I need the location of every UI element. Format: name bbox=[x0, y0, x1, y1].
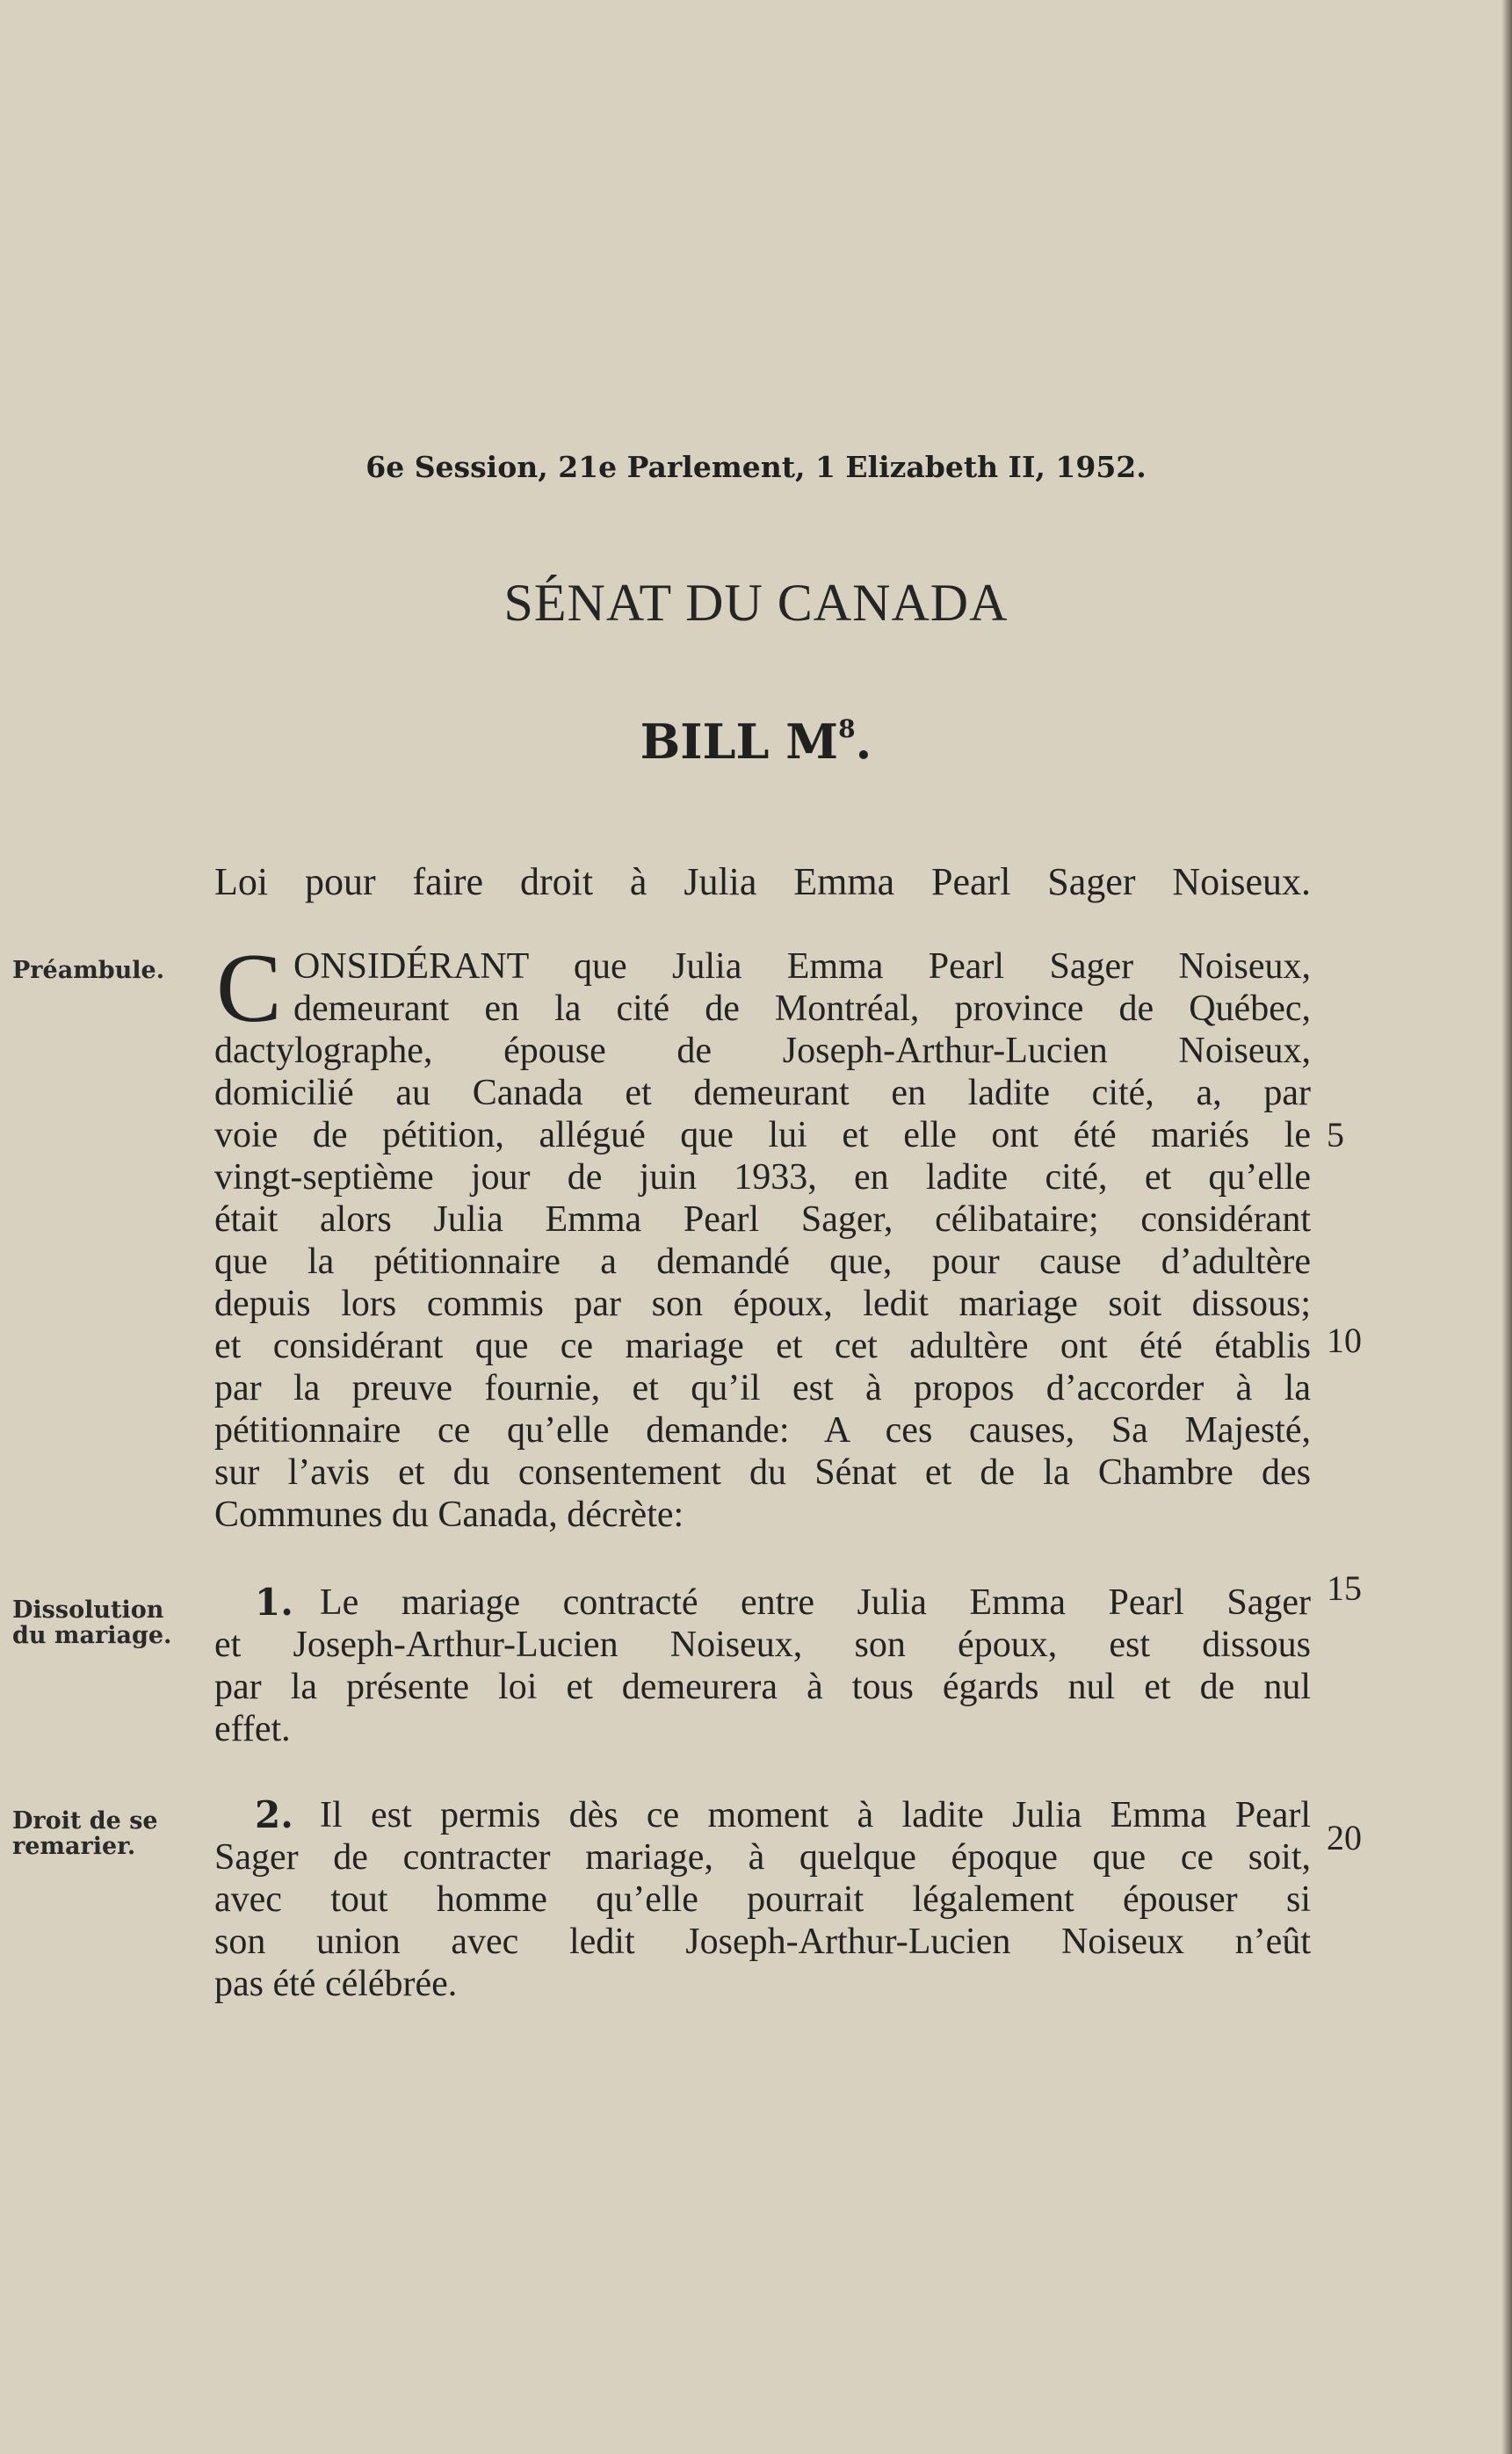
session-header: 6e Session, 21e Parlement, 1 Elizabeth II, 1952. bbox=[365, 450, 1147, 484]
line-number-20: 20 bbox=[1327, 1818, 1362, 1857]
preamble-line: depuis lors commis par son époux, ledit mariage soit dissous; bbox=[214, 1284, 1311, 1324]
margin-note-preamble: Préambule. bbox=[12, 957, 165, 984]
preamble-line: pétitionnaire ce qu’elle demande: A ces causes, Sa Majesté, bbox=[214, 1410, 1311, 1451]
bill-suffix: . bbox=[855, 713, 872, 770]
margin-note-dissolution bbox=[12, 1597, 188, 1648]
section-1-line: par la présente loi et demeurera à tous égards nul et de nul bbox=[214, 1667, 1311, 1707]
preamble-line: vingt-septième jour de juin 1933, en ladite cité, et qu’elle bbox=[214, 1157, 1311, 1198]
preamble-line: demeurant en la cité de Montréal, province de Québec, bbox=[293, 988, 1311, 1029]
section-2-line: pas été célébrée. bbox=[214, 1964, 458, 2004]
preamble-line: que la pétitionnaire a demandé que, pour cause d’adultère bbox=[214, 1241, 1311, 1282]
preamble-line: dactylographe, épouse de Joseph-Arthur-Lucien Noiseux, bbox=[214, 1031, 1311, 1071]
margin-note-remarry bbox=[12, 1808, 188, 1859]
line-number-5: 5 bbox=[1327, 1115, 1344, 1155]
section-1-line: effet. bbox=[214, 1709, 291, 1749]
preamble-dropcap: C bbox=[216, 934, 282, 1043]
line-number-15: 15 bbox=[1327, 1568, 1362, 1608]
margin-note-remarry-line1: Droit de se bbox=[12, 1807, 158, 1835]
section-2-number: 2. bbox=[255, 1793, 293, 1836]
section-1-number: 1. bbox=[255, 1581, 293, 1624]
margin-note-remarry-line2: remarier. bbox=[12, 1833, 136, 1860]
section-1-line: Le mariage contracté entre Julia Emma Pearl Sager bbox=[320, 1582, 1311, 1623]
line-number-10: 10 bbox=[1327, 1321, 1362, 1360]
senate-title: SÉNAT DU CANADA bbox=[503, 574, 1009, 632]
bill-number bbox=[0, 713, 1512, 770]
bill-subtitle: Loi pour faire droit à Julia Emma Pearl Sager Noiseux. bbox=[214, 860, 1311, 903]
page-edge-shadow bbox=[1501, 0, 1512, 2454]
bill-superscript: 8 bbox=[838, 714, 856, 743]
margin-note-dissolution-line2: du mariage. bbox=[12, 1622, 172, 1649]
section-1-line: et Joseph-Arthur-Lucien Noiseux, son époux, est dissous bbox=[214, 1625, 1311, 1665]
section-2-line: avec tout homme qu’elle pourrait légalement épouser si bbox=[214, 1879, 1311, 1920]
section-2-line: Il est permis dès ce moment à ladite Julia Emma Pearl bbox=[320, 1795, 1311, 1835]
bill-prefix: BILL M bbox=[640, 713, 839, 770]
preamble-line: était alors Julia Emma Pearl Sager, célibataire; considérant bbox=[214, 1199, 1311, 1240]
margin-note-dissolution-line1: Dissolution bbox=[12, 1596, 164, 1624]
preamble-line: par la preuve fournie, et qu’il est à propos d’accorder à la bbox=[214, 1368, 1311, 1408]
preamble-line: et considérant que ce mariage et cet adultère ont été établis bbox=[214, 1326, 1311, 1366]
preamble-line: voie de pétition, allégué que lui et elle ont été mariés le bbox=[214, 1115, 1311, 1155]
section-2-line: Sager de contracter mariage, à quelque époque que ce soit, bbox=[214, 1837, 1311, 1878]
preamble-line: Communes du Canada, décrète: bbox=[214, 1495, 684, 1535]
preamble-line: sur l’avis et du consentement du Sénat et de la Chambre des bbox=[214, 1452, 1311, 1493]
preamble-line: domicilié au Canada et demeurant en ladite cité, a, par bbox=[214, 1073, 1311, 1113]
preamble-line: ONSIDÉRANT que Julia Emma Pearl Sager Noiseux, bbox=[293, 946, 1311, 987]
section-2-line: son union avec ledit Joseph-Arthur-Lucien Noiseux n’eût bbox=[214, 1922, 1311, 1962]
